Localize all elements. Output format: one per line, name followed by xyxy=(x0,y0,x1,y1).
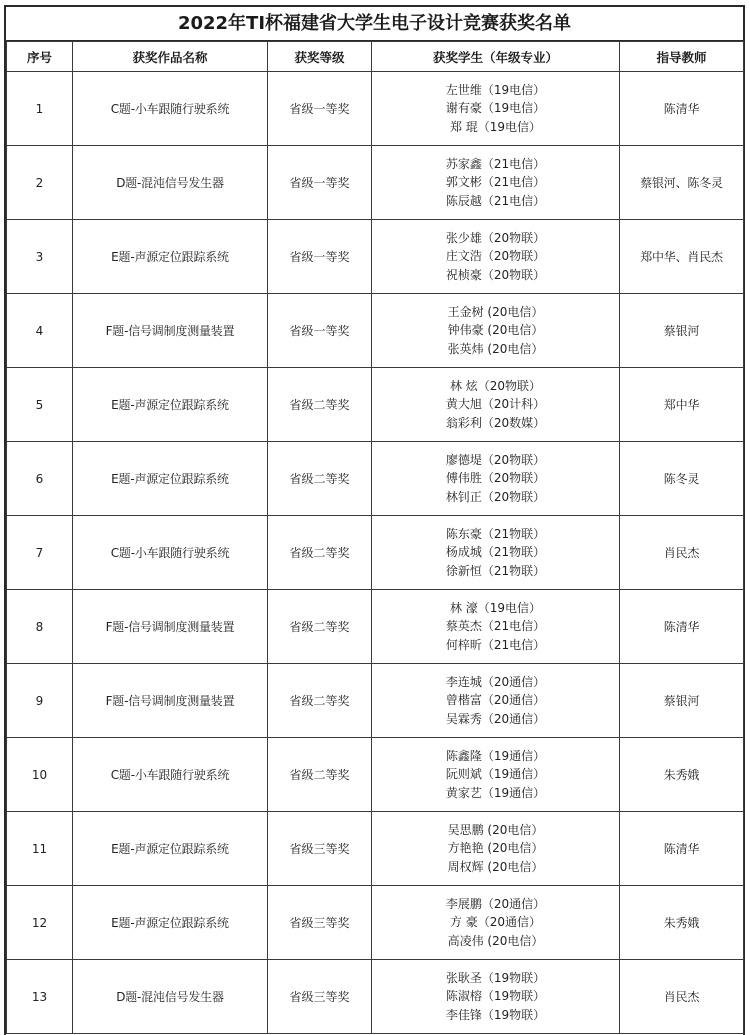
cell-index: 8 xyxy=(7,590,73,664)
cell-students xyxy=(372,738,620,812)
student-name: 徐新恒（21物联） xyxy=(445,563,546,578)
cell-index: 5 xyxy=(7,368,73,442)
student-name: 王金树 (20电信） xyxy=(447,304,544,319)
cell-teacher: 陈清华 xyxy=(620,812,744,886)
student-name: 陈东豪（21物联） xyxy=(445,526,546,541)
cell-teacher: 陈冬灵 xyxy=(620,442,744,516)
cell-index: 11 xyxy=(7,812,73,886)
cell-work: E题-声源定位跟踪系统 xyxy=(73,368,268,442)
cell-work: C题-小车跟随行驶系统 xyxy=(73,72,268,146)
cell-level: 省级二等奖 xyxy=(268,368,372,442)
cell-work: D题-混沌信号发生器 xyxy=(73,960,268,1034)
table-row xyxy=(7,220,744,294)
cell-work: F题-信号调制度测量装置 xyxy=(73,664,268,738)
header-students: 获奖学生（年级专业） xyxy=(372,42,620,72)
cell-work: E题-声源定位跟踪系统 xyxy=(73,442,268,516)
student-name: 李展鹏（20通信） xyxy=(445,896,546,911)
student-name: 杨成城（21物联） xyxy=(445,545,546,560)
student-name: 方 豪（20通信） xyxy=(449,915,542,930)
student-name: 李佳锋（19物联） xyxy=(445,1007,546,1022)
cell-level: 省级二等奖 xyxy=(268,664,372,738)
cell-index: 1 xyxy=(7,72,73,146)
cell-work: C题-小车跟随行驶系统 xyxy=(73,738,268,812)
table-row xyxy=(7,516,744,590)
student-name: 张少雄（20物联） xyxy=(445,230,546,245)
cell-level: 省级二等奖 xyxy=(268,442,372,516)
cell-work: F题-信号调制度测量装置 xyxy=(73,590,268,664)
table-row xyxy=(7,146,744,220)
header-level: 获奖等级 xyxy=(268,42,372,72)
table-row xyxy=(7,72,744,146)
student-name: 张英炜 (20电信） xyxy=(447,341,544,356)
cell-students xyxy=(372,72,620,146)
cell-index: 6 xyxy=(7,442,73,516)
cell-index: 12 xyxy=(7,886,73,960)
table-row xyxy=(7,442,744,516)
student-name: 郑 琨（19电信） xyxy=(449,119,542,134)
cell-teacher: 朱秀娥 xyxy=(620,886,744,960)
table-row xyxy=(7,960,744,1034)
cell-students xyxy=(372,516,620,590)
cell-level: 省级三等奖 xyxy=(268,812,372,886)
header-work: 获奖作品名称 xyxy=(73,42,268,72)
award-sheet xyxy=(4,5,745,1035)
cell-teacher: 郑中华、肖民杰 xyxy=(620,220,744,294)
student-name: 林 炫（20物联） xyxy=(449,378,542,393)
cell-work: F题-信号调制度测量装置 xyxy=(73,294,268,368)
cell-students xyxy=(372,960,620,1034)
header-teacher: 指导教师 xyxy=(620,42,744,72)
student-name: 傅伟胜（20物联） xyxy=(445,471,546,486)
cell-work: E题-声源定位跟踪系统 xyxy=(73,220,268,294)
table-body xyxy=(7,72,744,1034)
student-name: 陈淑榕（19物联） xyxy=(445,989,546,1004)
student-name: 吴霖秀（20通信） xyxy=(445,711,546,726)
cell-level: 省级一等奖 xyxy=(268,146,372,220)
student-name: 阮则斌（19通信） xyxy=(445,767,546,782)
cell-students xyxy=(372,812,620,886)
cell-students xyxy=(372,442,620,516)
student-name: 周权辉 (20电信） xyxy=(447,859,544,874)
student-name: 陈辰越（21电信） xyxy=(445,193,546,208)
table-row xyxy=(7,738,744,812)
student-name: 吴思鹏 (20电信） xyxy=(447,822,544,837)
cell-index: 7 xyxy=(7,516,73,590)
cell-level: 省级一等奖 xyxy=(268,220,372,294)
cell-students xyxy=(372,590,620,664)
student-name: 翁彩利（20数媒） xyxy=(445,415,546,430)
cell-students xyxy=(372,146,620,220)
table-row xyxy=(7,294,744,368)
table-row xyxy=(7,886,744,960)
cell-level: 省级三等奖 xyxy=(268,960,372,1034)
student-name: 陈鑫隆（19通信） xyxy=(445,748,546,763)
cell-level: 省级二等奖 xyxy=(268,516,372,590)
cell-work: E题-声源定位跟踪系统 xyxy=(73,812,268,886)
cell-level: 省级一等奖 xyxy=(268,294,372,368)
student-name: 方艳艳 (20电信） xyxy=(447,841,544,856)
student-name: 左世维（19电信） xyxy=(445,82,546,97)
table-row xyxy=(7,590,744,664)
student-name: 曾楷富（20通信） xyxy=(445,693,546,708)
student-name: 祝桢豪（20物联） xyxy=(445,267,546,282)
student-name: 林钊正（20物联） xyxy=(445,489,546,504)
cell-index: 4 xyxy=(7,294,73,368)
cell-level: 省级三等奖 xyxy=(268,886,372,960)
table-row xyxy=(7,812,744,886)
cell-teacher: 肖民杰 xyxy=(620,516,744,590)
cell-teacher: 蔡银河 xyxy=(620,664,744,738)
table-row xyxy=(7,664,744,738)
cell-index: 10 xyxy=(7,738,73,812)
cell-index: 9 xyxy=(7,664,73,738)
student-name: 高凌伟 (20电信） xyxy=(447,933,544,948)
table-row xyxy=(7,368,744,442)
cell-teacher: 蔡银河 xyxy=(620,294,744,368)
student-name: 黄家艺（19通信） xyxy=(445,785,546,800)
cell-students xyxy=(372,368,620,442)
cell-work: C题-小车跟随行驶系统 xyxy=(73,516,268,590)
table-header-row xyxy=(7,42,744,72)
student-name: 钟伟豪 (20电信） xyxy=(447,323,544,338)
cell-work: D题-混沌信号发生器 xyxy=(73,146,268,220)
student-name: 蔡英杰（21电信） xyxy=(445,619,546,634)
award-table xyxy=(6,41,744,1034)
cell-index: 13 xyxy=(7,960,73,1034)
cell-level: 省级一等奖 xyxy=(268,72,372,146)
cell-students xyxy=(372,886,620,960)
cell-work: E题-声源定位跟踪系统 xyxy=(73,886,268,960)
cell-teacher: 陈清华 xyxy=(620,72,744,146)
student-name: 廖德堤（20物联） xyxy=(445,452,546,467)
cell-teacher: 朱秀娥 xyxy=(620,738,744,812)
cell-students xyxy=(372,664,620,738)
student-name: 李连城（20通信） xyxy=(445,674,546,689)
cell-students xyxy=(372,220,620,294)
cell-level: 省级二等奖 xyxy=(268,590,372,664)
cell-teacher: 郑中华 xyxy=(620,368,744,442)
student-name: 谢有豪（19电信） xyxy=(445,101,546,116)
cell-teacher: 肖民杰 xyxy=(620,960,744,1034)
header-index: 序号 xyxy=(7,42,73,72)
cell-level: 省级二等奖 xyxy=(268,738,372,812)
cell-teacher: 蔡银河、陈冬灵 xyxy=(620,146,744,220)
student-name: 林 濠（19电信） xyxy=(449,600,542,615)
student-name: 何梓昕（21电信） xyxy=(445,637,546,652)
student-name: 郭文彬（21电信） xyxy=(445,175,546,190)
student-name: 庄文浩（20物联） xyxy=(445,249,546,264)
cell-index: 3 xyxy=(7,220,73,294)
student-name: 张耿圣（19物联） xyxy=(445,970,546,985)
page-title: 2022年TI杯福建省大学生电子设计竞赛获奖名单 xyxy=(6,7,743,41)
cell-teacher: 陈清华 xyxy=(620,590,744,664)
student-name: 苏家鑫（21电信） xyxy=(445,156,546,171)
cell-index: 2 xyxy=(7,146,73,220)
cell-students xyxy=(372,294,620,368)
student-name: 黄大旭（20计科） xyxy=(445,397,546,412)
